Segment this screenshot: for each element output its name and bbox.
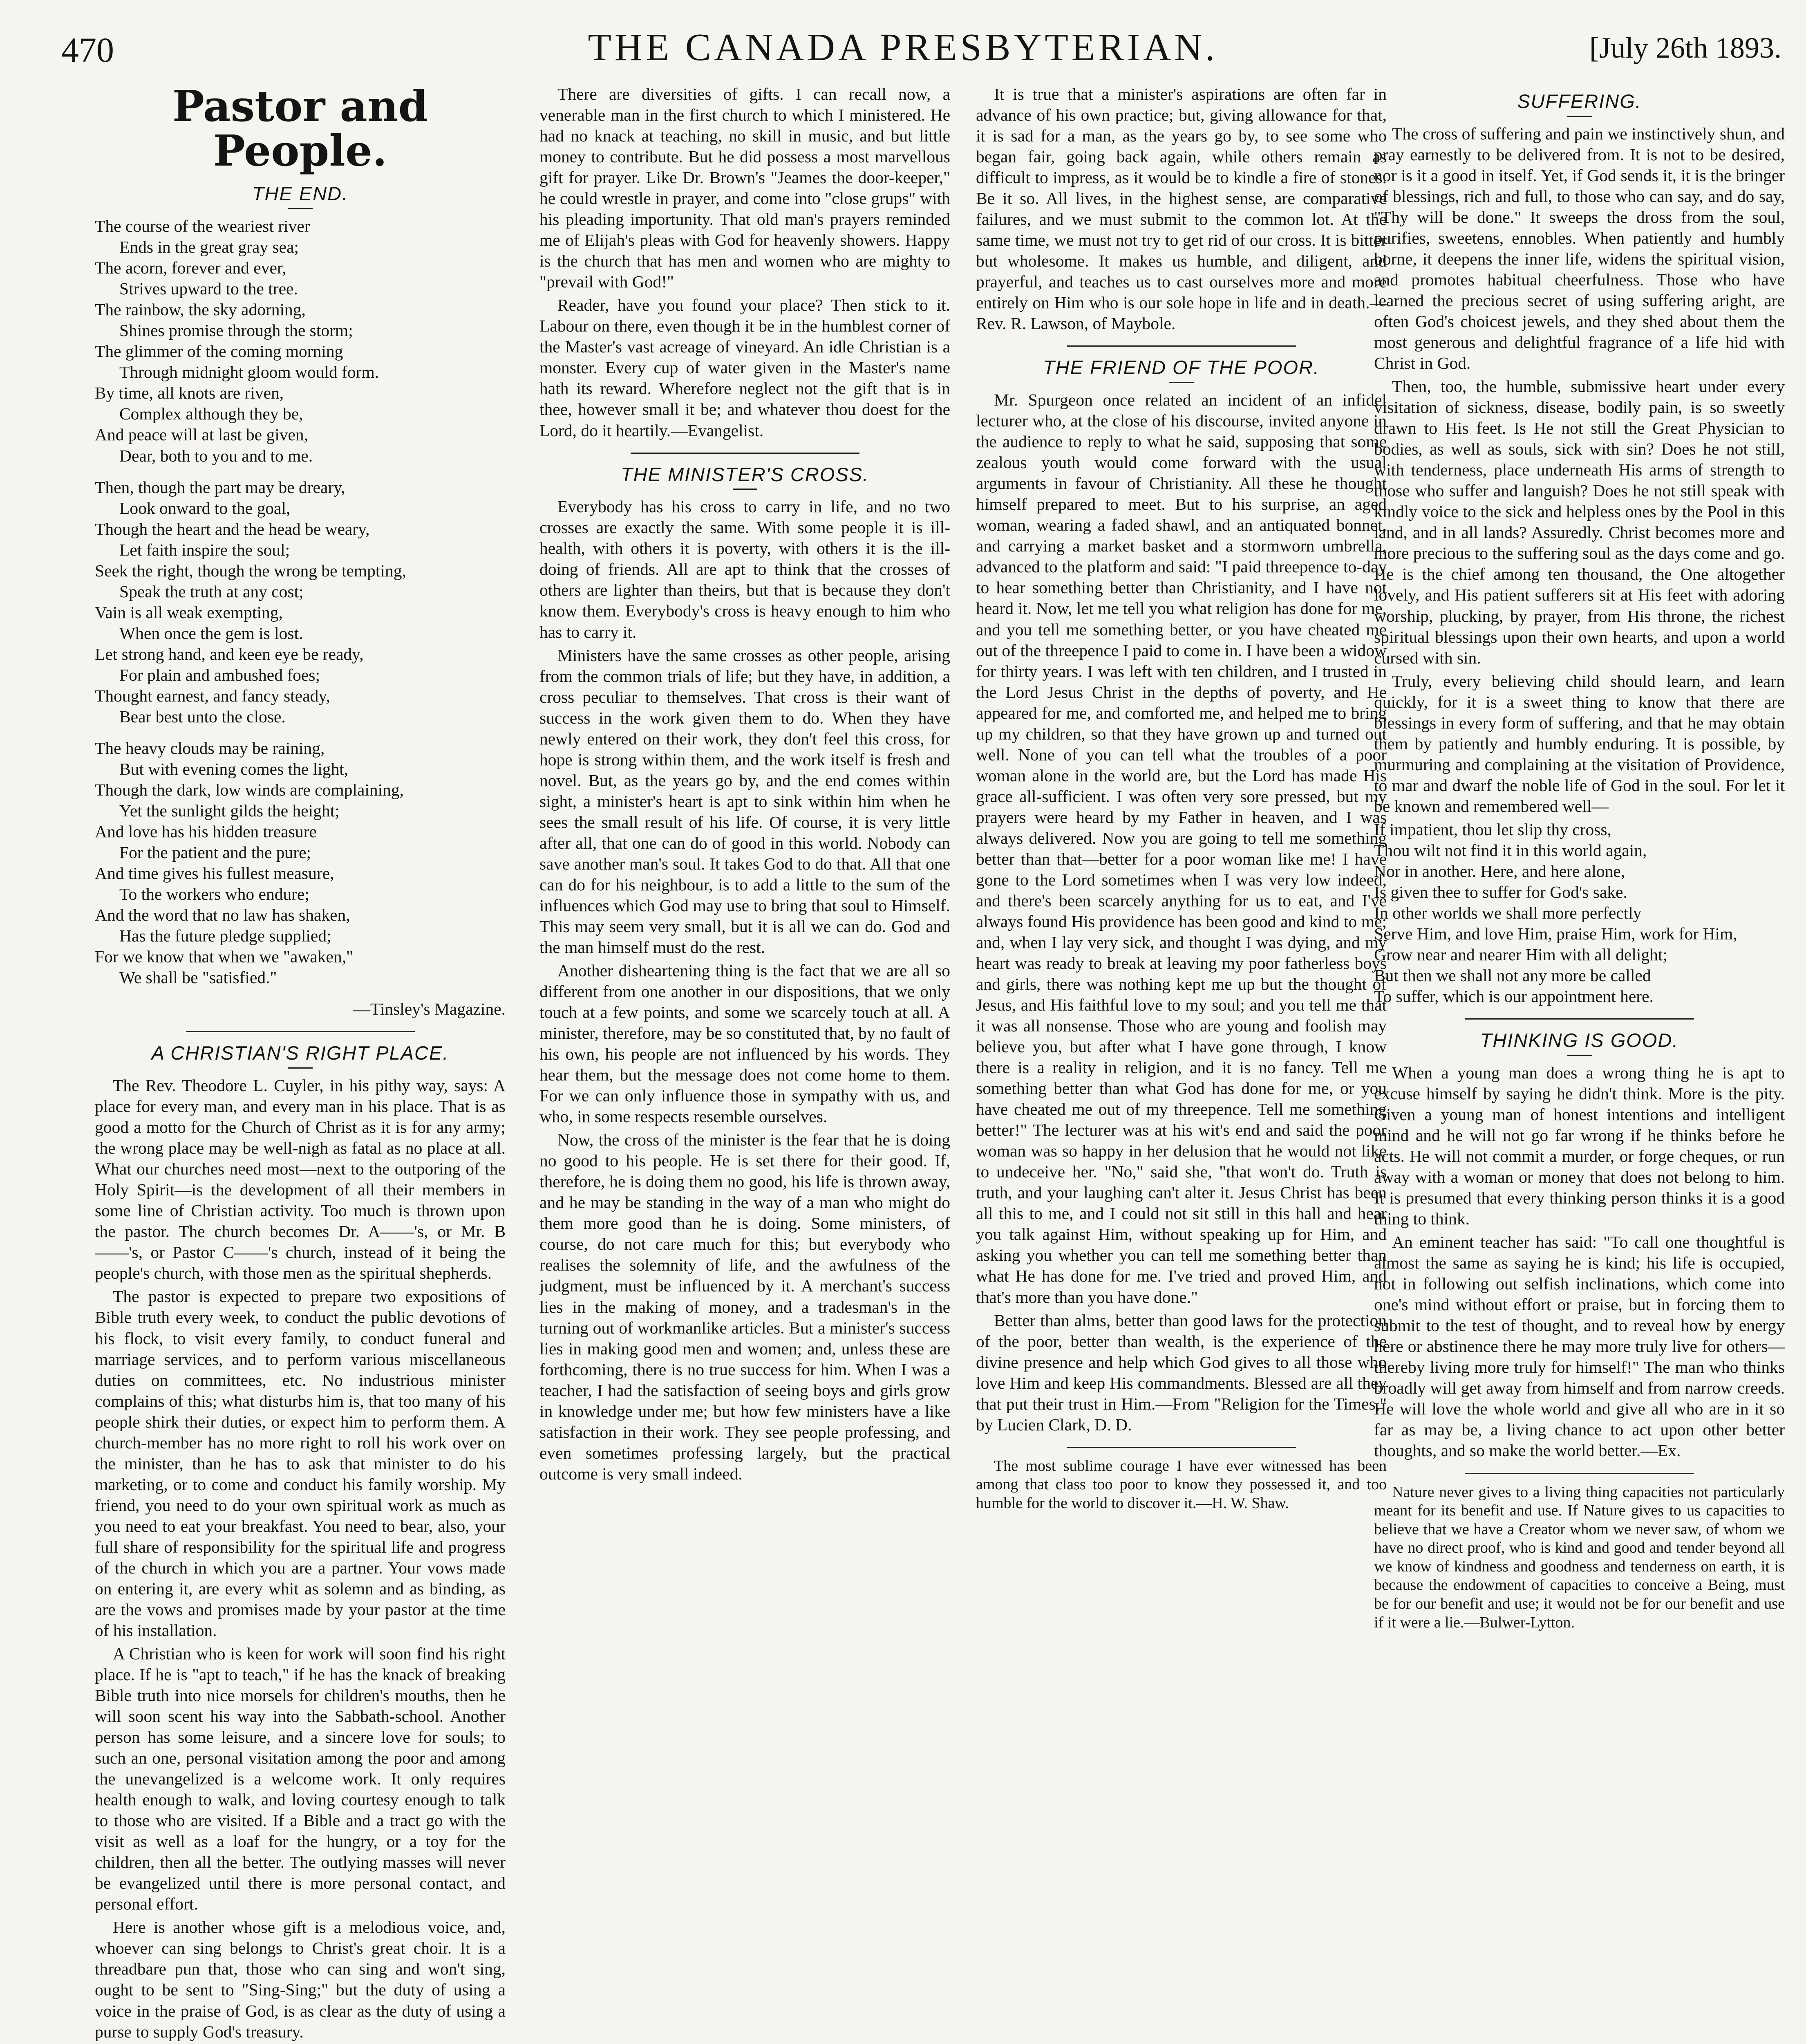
poem-line: For plain and ambushed foes; [119, 665, 320, 684]
poem-line: Through midnight gloom would form. [119, 363, 379, 382]
verse-line: Nor in another. Here, and here alone, [1374, 861, 1625, 881]
poem-stanza [95, 477, 506, 727]
poem-line: Shines promise through the storm; [119, 321, 353, 340]
article-title-thinking: THINKING IS GOOD. [1480, 1029, 1679, 1051]
column-1 [95, 84, 506, 2044]
article-title-suffering: SUFFERING. [1517, 90, 1642, 112]
paragraph: Here is another whose gift is a melodious voice, and, whoever can sing belongs to Christ's great choir. It is a threadbare pun that, those who can sing and won't sing, ought to be sent to "Sing-Sing;" but the duty of using a voice in the praise of God, is as clear as the duty of using a purse to supply God's treasury. [95, 1918, 506, 2041]
column-4 [1374, 84, 1785, 2044]
paragraph: Now, the cross of the minister is the fear that he is doing no good to his people. He is set there for their good. If, therefore, he is doing them no good, his life is thrown away, and he may be standing in the way of a man who might do them more good than he is doing. Some ministers, of course, do not care much for this; but everybody who realises the solemnity of life, and the awfulness of the judgment, must be influenced by it. A merchant's success lies in the making of money, and a tradesman's in the turning out of workmanlike articles. But a minister's success lies in making good men and women; and, unless these are forthcoming, there is no true success for him. When I was a teacher, I had the satisfaction of seeing boys and girls grow in knowledge under me; but how few ministers have a like satisfaction in their work. They see people professing, and even sometimes professing largely, but the practical outcome is very small indeed. [539, 1130, 950, 1483]
paragraph: Everybody has his cross to carry in life, and no two crosses are exactly the same. With some people it is ill-health, with others it is poverty, with others it is the ill-doing of friends. All are apt to think that the crosses of others are lighter than theirs, but that is because they don't know them. Everybody's cross is heavy enough to him who has to carry it. [539, 497, 950, 641]
divider [631, 453, 859, 454]
divider [1567, 1055, 1592, 1056]
paragraph: Then, too, the humble, submissive heart under every visitation of sickness, disease, bodily pain, is so sweetly drawn to His feet. Is He not still the Great Physician to bodies, as well as souls, sick with sin? Does he not still, with tenderness, place underneath His arms of strength to those who suffer and languish? Does he not still speak with kindly voice to the sick and helpless ones by the Pool in this land, and in all lands? Assuredly. Christ becomes more and more precious to the suffering soul as the days come and go. He is the chief among ten thousand, the One altogether lovely, and His patient sufferers sit at His feet with adoring worship, plucking, by prayer, from His throne, the richest spiritual blessings upon their own hearts, and upon a world cursed with sin. [1374, 377, 1785, 667]
poem-line: When once the gem is lost. [119, 623, 303, 643]
poem-line: And time gives his fullest measure, [95, 864, 334, 883]
column-3 [976, 84, 1387, 2044]
paragraph: The Rev. Theodore L. Cuyler, in his pithy way, says: A place for every man, and every man in his place. That is as good a motto for the Church of Christ as it is for any army; the wrong place may be well-nigh as fatal as no place at all. What our churches need most—next to the outporing of the Holy Spirit—is the development of all their members in some line of Christian activity. Too much is thrown upon the pastor. The church becomes Dr. A——'s, or Mr. B——'s, or Pastor C——'s church, instead of it being the people's church, with those men as the spiritual shepherds. [95, 1076, 506, 1283]
paragraph: The pastor is expected to prepare two expositions of Bible truth every week, to conduct the public devotions of his flock, to visit every family, to conduct funeral and marriage services, and to perform various miscellaneous duties on committees, etc. No industrious minister complains of this; what disturbs him is, that too many of his people shirk their duties, or expect him to perform them. A church-member has no more right to roll his work over on the minister, than he has to ask that minister to do his marketing, or to come and conduct his family worship. My friend, you need to do your own spiritual work as much as you need to eat your breakfast. You need to bear, also, your full share of responsibility for the spiritual life and progress of the church in which you are a partner. Your vows made on entering it, are every whit as solemn and as binding, as are the vows and promises made by your pastor at the time of his installation. [95, 1287, 506, 1640]
divider [1169, 382, 1194, 383]
paragraph: Another disheartening thing is the fact that we are all so different from one another in our dispositions, that we only touch at a few points, and some we scarcely touch at all. A minister, therefore, may be so constituted that, by no fault of his own, his people are not influenced by his words. They hear them, but the message does not come home to them. For we can only influence those in sympathy with us, and who, in some respects resemble ourselves. [539, 961, 950, 1126]
poem-line: We shall be "satisfied." [119, 968, 277, 987]
nature-quote: Nature never gives to a living thing capacities not particularly meant for its benefit and use. If Nature gives to us capacities to believe that we have a Creator whom we never saw, of whom we have no direct proof, who is kind and good and tender beyond all we know of kindness and goodness and tenderness on earth, it is because the endowment of capacities to conceive a Being, must be for our benefit and use; it would not be for our benefit and use if it were a lie.—Bulwer-Lytton. [1374, 1483, 1785, 1631]
poem-line: Thought earnest, and fancy steady, [95, 686, 330, 705]
verse-line: Serve Him, and love Him, praise Him, work for Him, [1374, 924, 1737, 943]
department-heading: Pastor and People. [172, 84, 428, 176]
divider [1465, 1018, 1694, 1020]
poem-line: Vain is all weak exempting, [95, 603, 283, 622]
article-title-ministers-cross: THE MINISTER'S CROSS. [620, 463, 869, 485]
poem-line: Though the heart and the head be weary, [95, 519, 370, 538]
poem-line: Speak the truth at any cost; [119, 582, 304, 601]
verse-line: In other worlds we shall more perfectly [1374, 903, 1642, 922]
poem-line: Strives upward to the tree. [119, 279, 298, 298]
poem-line: But with evening comes the light, [119, 759, 349, 778]
divider [288, 1067, 313, 1069]
poem-line: The glimmer of the coming morning [95, 342, 343, 361]
masthead-title: THE CANADA PRESBYTERIAN. [588, 26, 1218, 69]
verse-line: Grow near and nearer Him with all delight; [1374, 945, 1667, 964]
paragraph: A Christian who is keen for work will soon find his right place. If he is "apt to teach," if he has the knack of breaking Bible truth into nice morsels for children's mouths, then he will soon scent his way into the Sabbath-school. Another person has some leisure, and a sincere love for souls; to such an one, personal visitation among the poor and among the unevangelized is a welcome work. It only requires health enough to walk, and loving courtesy enough to talk to those who are visited. If a Bible and a tract go with the visit as well as a loaf for the hungry, or a toy for the children, then all the better. The outlying masses will never be evangelized until there is more personal contact, and personal effort. [95, 1644, 506, 1914]
paragraph: There are diversities of gifts. I can recall now, a venerable man in the first church to which I ministered. He had no knack at teaching, no skill in music, and but little money to contribute. But he did possess a most marvellous gift for prayer. Like Dr. Brown's "Jeames the door-keeper," he could wrestle in prayer, and come into "close grups" with his pleading importunity. That old man's prayers reminded me of Elijah's pleas with God for heavenly showers. Happy is the church that has men and women who are mighty to "prevail with God!" [539, 85, 950, 291]
poem-stanza [95, 216, 506, 466]
verse-line: Thou wilt not find it in this world again, [1374, 840, 1647, 860]
poem-line: For we know that when we "awaken," [95, 947, 354, 966]
verse-line: But then we shall not any more be called [1374, 966, 1651, 985]
poem-line: The course of the weariest river [95, 217, 310, 236]
poem-line: Though the dark, low winds are complaining, [95, 780, 404, 799]
column-2 [539, 84, 950, 2044]
divider [733, 489, 757, 490]
divider [1067, 345, 1296, 347]
paragraph: Ministers have the same crosses as other people, arising from the common trials of life; but they have, in addition, a cross peculiar to themselves. That cross is their want of success in the work given them to do. When they have newly entered on their work, they don't feel this cross, for hope is strong within them, and the work itself is fresh and novel. But, as the years go by, and the end comes within sight, a minister's heart is apt to sink within him when he sees the small result of his life. Of course, it is very little after all, that one can do of good in this world. Nobody can save another man's soul. It takes God to do that. All that one can do for his neighbour, is to add a little to the sum of the influences which God may use to bring that soul to Himself. This may seem very small, but it is all we can do. God and the man himself must do the rest. [539, 645, 950, 957]
paragraph: The cross of suffering and pain we instinctively shun, and pray earnestly to be delivered from. It is not to be desired, nor is it a good in itself. Yet, if God sends it, it is the bringer of blessings, rich and full, to those who can say, and do say, "Thy will be done." It sweeps the dross from the soul, purifies, sweetens, ennobles. When patiently and humbly borne, it deepens the inner life, widens the spiritual vision, and promotes habitual cheerfulness. Those who have learned the precious secret of using suffering aright, are often God's choicest jewels, and they shed about them the most generous and delightful fragrance of a life hid with Christ in God. [1374, 124, 1785, 373]
poem-stanza [95, 738, 506, 988]
poem-source: —Tinsley's Magazine. [353, 1000, 506, 1019]
paragraph: When a young man does a wrong thing he is apt to excuse himself by saying he didn't think. More is the pity. Given a young man of honest intentions and intelligent mind and he will not go far wrong if he thinks before he acts. He will not commit a murder, or forge cheques, or run away with a woman or money that does not belong to him. It is presumed that every thinking person thinks it is a good thing to think. [1374, 1063, 1785, 1228]
poem-line: To the workers who endure; [119, 885, 309, 904]
page-number: 470 [61, 30, 114, 69]
divider [1465, 1473, 1694, 1474]
paragraph: Better than alms, better than good laws for the protection of the poor, better than wealth, is the experience of the divine presence and help which God gives to all those who love Him and keep His commandments. Blessed are all they that put their trust in Him.—From "Religion for the Times," by Lucien Clark, D. D. [976, 1311, 1387, 1434]
article-title-christians-place: A CHRISTIAN'S RIGHT PLACE. [151, 1042, 449, 1064]
poem-line: Let faith inspire the soul; [119, 540, 290, 559]
article-title-the-end: THE END. [252, 183, 349, 205]
courage-quote: The most sublime courage I have ever witnessed has been among that class too poor to know they possessed it, and too humble for the world to discover it.—H. W. Shaw. [976, 1457, 1387, 1512]
verse-line: If impatient, thou let slip thy cross, [1374, 820, 1611, 839]
poem-line: Yet the sunlight gilds the height; [119, 801, 340, 820]
verse-line: Is given thee to suffer for God's sake. [1374, 882, 1627, 901]
poem-line: Let strong hand, and keen eye be ready, [95, 644, 364, 663]
poem-line: Bear best unto the close. [119, 707, 286, 726]
divider [1567, 116, 1592, 117]
poem-line: By time, all knots are riven, [95, 383, 284, 403]
issue-date: [July 26th 1893. [1589, 31, 1781, 64]
poem-line: And love has his hidden treasure [95, 822, 317, 841]
suffering-verse [1374, 819, 1785, 1007]
poem-line: The rainbow, the sky adorning, [95, 300, 306, 319]
poem-line: Look onward to the goal, [119, 498, 291, 518]
paragraph: An eminent teacher has said: "To call one thoughtful is almost the same as saying he is kind; his life is occupied, not in following out selfish inclinations, which come into one's mind without effort or praise, but in forcing them to submit to the test of thought, and to reveal how by energy here or abstinence there he may more truly live for others—thereby living more truly for himself!" The man who thinks broadly will get away from himself and from narrow creeds. He will love the whole world and give all who are in it so far as may be, a living chance to act upon other better thoughts, and so make the world better.—Ex. [1374, 1233, 1785, 1460]
verse-line: To suffer, which is our appointment here. [1374, 987, 1654, 1006]
poem-line: Seek the right, though the wrong be tempting, [95, 561, 406, 580]
page-header [0, 0, 1806, 78]
paragraph: Truly, every believing child should learn, and learn quickly, for it is a sweet thing to know that there are blessings in every form of suffering, and that he may obtain them by patiently and humbly enduring. It is possible, by murmuring and complaining at the visitation of Providence, to mar and dwarf the noble life of God in the soul. For let it be known and remembered well— [1374, 671, 1785, 816]
poem-line: And the word that no law has shaken, [95, 905, 350, 925]
poem-line: And peace will at last be given, [95, 425, 309, 444]
poem-the-end [95, 216, 506, 988]
article-title-friend-of-poor: THE FRIEND OF THE POOR. [1043, 356, 1320, 379]
poem-line: The acorn, forever and ever, [95, 258, 286, 278]
poem-line: Complex although they be, [119, 404, 303, 424]
poem-line: The heavy clouds may be raining, [95, 738, 325, 758]
poem-line: Ends in the great gray sea; [119, 238, 299, 257]
poem-line: Dear, both to you and to me. [119, 446, 313, 465]
poem-line: For the patient and the pure; [119, 843, 311, 862]
divider [1067, 1447, 1296, 1448]
paragraph: Reader, have you found your place? Then stick to it. Labour on there, even though it be in the humblest corner of the Master's vast acreage of vineyard. An idle Christian is a monster. Every cup of water given in the Master's name hath its reward. Wherefore neglect not the gift that is in thee, however small it be; and whatever thou doest for the Lord, do it heartily.—Evangelist. [539, 296, 950, 440]
paragraph: It is true that a minister's aspirations are often far in advance of his own practice; but, giving allowance for that, it is sad for a man, as the years go by, to see some who began fair, going back again, while others remain as difficult to impress, as it would be to kindle a fire of stones. Be it so. All lives, in the highest sense, are comparative failures, and we must submit to the common lot. At the same time, we must not try to get rid of our cross. It is bitter but wholesome. It makes us humble, and diligent, and prayerful, and teaches us to cast ourselves more and more entirely on Him who is our sole hope in life and in death.—Rev. R. Lawson, of Maybole. [976, 85, 1387, 333]
divider [186, 1031, 415, 1032]
divider [288, 208, 313, 209]
paragraph: Mr. Spurgeon once related an incident of an infidel lecturer who, at the close of his discourse, invited anyone in the audience to reply to what he said, supposing that some zealous youth would come forward with the usual arguments in favour of Christianity. All these he thought himself prepared to meet. But to his surprise, an aged woman, wearing a faded shawl, and an antiquated bonnet, and carrying a market basket and a stormworn umbrella, advanced to the platform and said: "I paid threepence to-day to hear something better than Christianity, and I have not heard it. Now, let me tell you what religion has done for me, and you tell me something better, or you have cheated me out of the threepence I paid to come in. I have been a widow for thirty years. I was left with ten children, and I trusted in the Lord Jesus Christ in the depths of poverty, and He appeared for me, and comforted me, and helped me to bring up my children, so that they have grown up and turned out well. None of you can tell what the troubles of a poor woman alone in the world are, but the Lord has made His grace all-sufficient. I was often very sore pressed, but my prayers were heard by my Father in heaven, and I was always delivered. Now you are going to tell me something better than that—better for a poor woman like me! I have gone to the Lord sometimes when I was very low indeed, and there's been scarcely anything for us to eat, and I've always found His providence has been good and kind to me; and, when I lay very sick, and thought I was dying, and my heart was ready to break at leaving my poor fatherless boys and girls, there was nothing kept me up but the thought of Jesus, and His faithful love to my soul; and you tell me that it was all nonsense. Those who are young and foolish may believe you, but after what I have gone through, I know there is a reality in religion, and it is no fancy. Tell me something better than what God has done for me, or you have cheated me out of my threepence. Tell me something better!" The lecturer was at his wit's end and said the poor woman was so happy in her delusion that he would not like to undeceive her. "No," said she, "that won't do. Truth is truth, and your laughing can't alter it. Jesus Christ has been all this to me, and I could not sit still in this hall and hear you talk against Him, without speaking up for Him, and asking you whether you can tell me something better than what He has done for me. I've tried and proved Him, and that's more than you have done." [976, 390, 1387, 1307]
poem-line: Then, though the part may be dreary, [95, 477, 345, 497]
poem-line: Has the future pledge supplied; [119, 926, 331, 946]
